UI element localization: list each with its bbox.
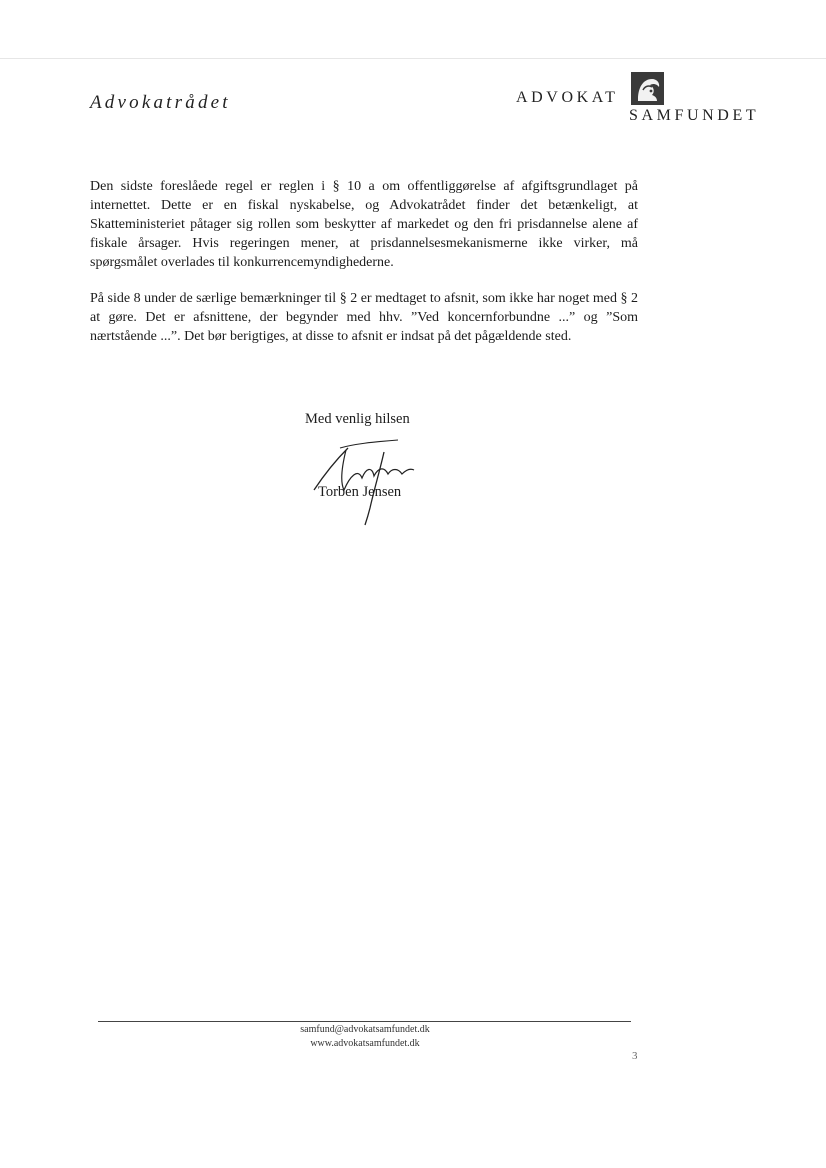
footer-divider <box>98 1021 631 1022</box>
page-number: 3 <box>632 1050 638 1062</box>
paragraph: På side 8 under de særlige bemærkninger til § 2 er medtaget to afsnit, som ikke har noget med § 2 at gøre. Det er afsnittene, der begynder med hhv. ”Ved koncernforbundne ...” og ”Som nærtstående ...”. Det bør berigtiges, at disse to afsnit er indsat på det pågældende sted. <box>90 291 638 344</box>
council-name: Advokatrådet <box>90 92 231 113</box>
paragraph: Den sidste foreslåede regel er reglen i § 10 a om offentliggørelse af afgiftsgrundlaget på internettet. Dette er en fiskal nyskabelse, og Advokatrådet finder det betænkeligt, at Skatteministeriet påtager sig rollen som beskytter af markedet og den fri prisdannelse alene af fiskale årsager. Hvis regeringen mener, at prisdannelsesmekanismerne ikke virker, må spørgsmålet overlades til konkurrencemyndighederne. <box>90 179 638 270</box>
footer-website: www.advokatsamfundet.dk <box>310 1038 420 1049</box>
handwritten-signature <box>300 438 440 526</box>
closing-salutation: Med venlig hilsen <box>305 411 410 427</box>
footer-email: samfund@advokatsamfundet.dk <box>300 1024 430 1035</box>
letter-body <box>90 177 638 363</box>
signer-name: Torben Jensen <box>318 484 402 500</box>
logo-wordmark-samfundet: SAMFUNDET <box>629 107 760 124</box>
athena-helmet-emblem-icon <box>630 71 665 106</box>
logo-wordmark-advokat: ADVOKAT <box>516 89 619 106</box>
scan-edge-line <box>0 58 826 59</box>
